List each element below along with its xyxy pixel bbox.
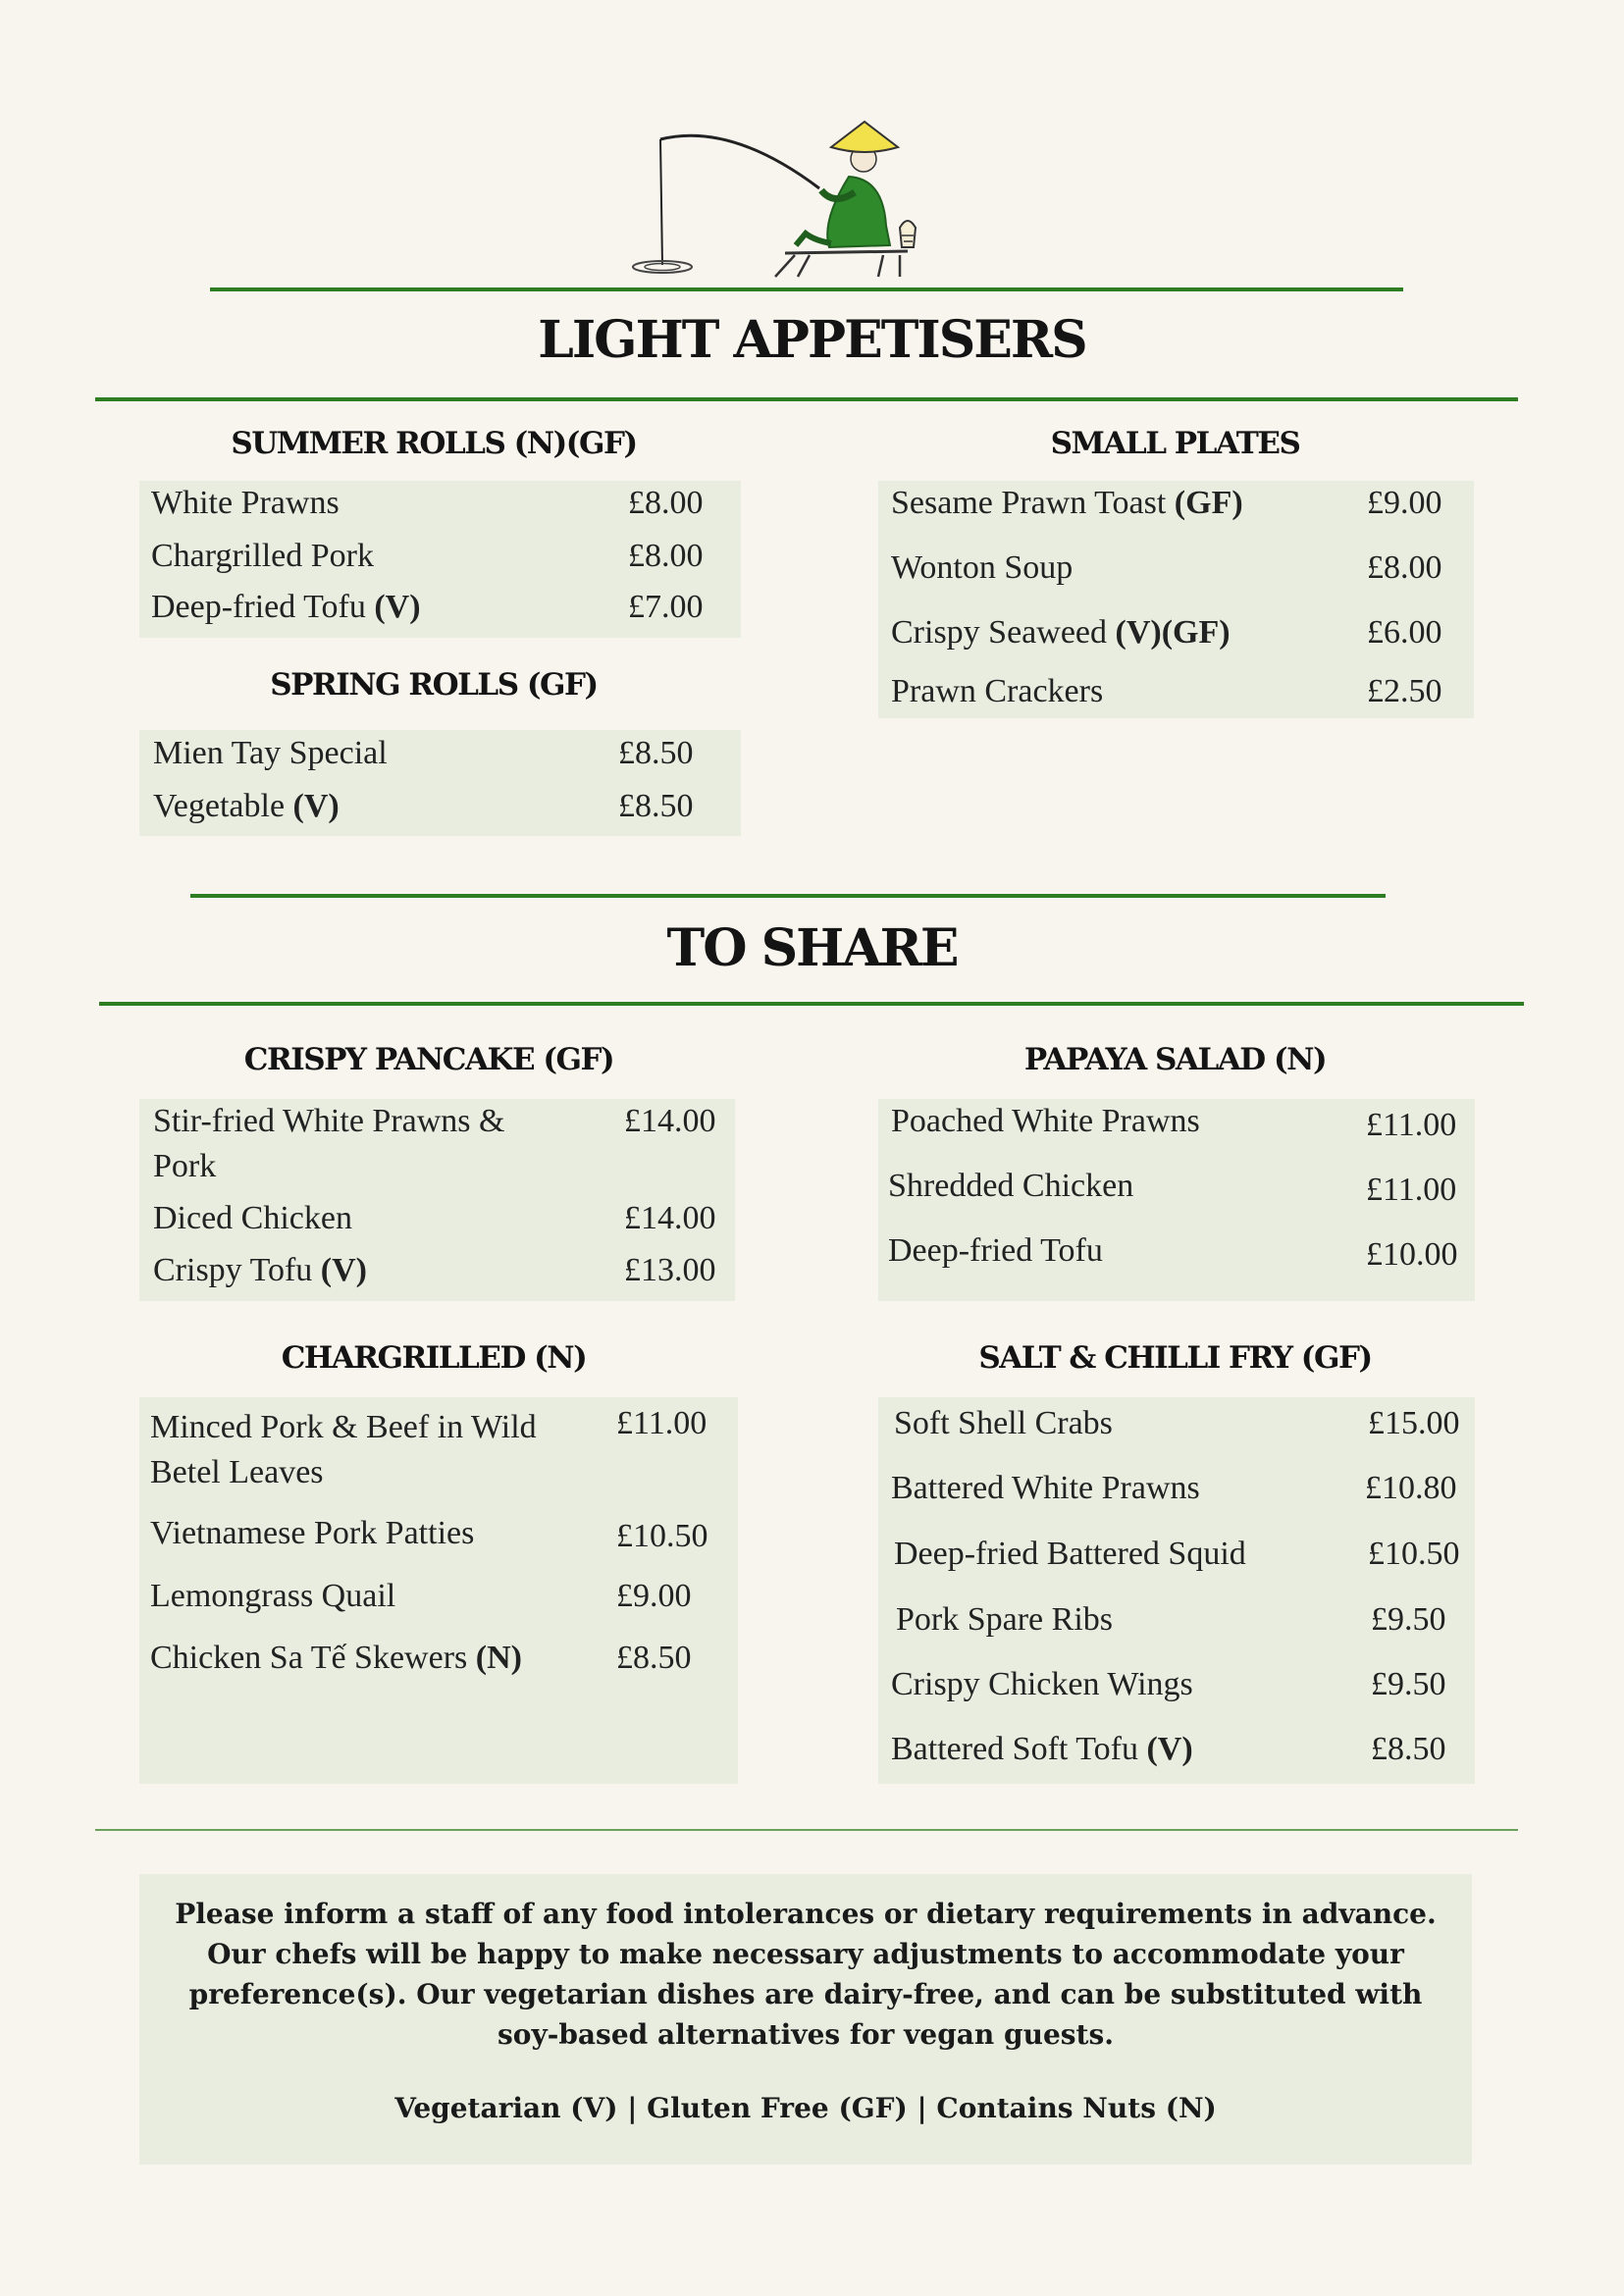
item-price: £7.00	[628, 589, 704, 625]
section-title-light-appetisers: LIGHT APPETISERS	[538, 310, 1086, 370]
item-price: £9.00	[1367, 485, 1442, 521]
menu-list-crispy-pancake	[139, 1099, 735, 1301]
category-title-crispy-pancake: CRISPY PANCAKE (GF)	[243, 1042, 614, 1077]
item-name: Vegetable	[153, 788, 293, 824]
menu-list-small-plates	[878, 481, 1474, 718]
item-name: Prawn Crackers	[891, 673, 1104, 709]
item-name: Poached White Prawns	[891, 1103, 1200, 1139]
dietary-tag: (V)	[320, 1252, 367, 1288]
item-price: £9.50	[1371, 1666, 1446, 1702]
item-name: Deep-fried Tofu	[151, 589, 375, 625]
dietary-tag: (V)	[1146, 1731, 1193, 1767]
section-divider	[95, 397, 1518, 401]
item-name: Pork Spare Ribs	[896, 1601, 1113, 1638]
item-price: £10.80	[1365, 1470, 1457, 1506]
item-name: Lemongrass Quail	[150, 1578, 396, 1614]
item-price: £11.00	[1366, 1107, 1457, 1143]
category-title-salt-chilli-fry: SALT & CHILLI FRY (GF)	[978, 1340, 1372, 1376]
dietary-legend: Vegetarian (V) | Gluten Free (GF) | Contains Nuts (N)	[394, 2092, 1217, 2124]
item-price: £10.00	[1366, 1236, 1458, 1273]
category-title-papaya-salad: PAPAYA SALAD (N)	[1023, 1042, 1327, 1077]
dietary-notice	[139, 1874, 1472, 2165]
menu-list-spring-rolls	[139, 730, 741, 836]
menu-list-papaya-salad	[878, 1099, 1475, 1301]
item-name: Crispy Tofu	[153, 1252, 321, 1288]
top-divider	[210, 287, 1403, 291]
item-name: Mien Tay Special	[153, 735, 388, 771]
item-price: £13.00	[624, 1252, 716, 1288]
section-divider	[99, 1002, 1524, 1006]
top-divider	[190, 894, 1386, 898]
item-name: Deep-fried Tofu	[888, 1232, 1103, 1269]
item-name: Minced Pork & Beef in Wild Betel Leaves	[150, 1409, 537, 1490]
item-price: £8.50	[618, 788, 694, 824]
item-price: £9.50	[1371, 1601, 1446, 1638]
item-price: £6.00	[1367, 614, 1442, 651]
dietary-notice-text: Please inform a staff of any food intolerances or dietary requirements in advance. Our chefs will be happy to make necessary adjustments to accommodate your preference(s). Our vegetarian dishes are dairy-free, and can be substituted with soy-based alternatives for vegan guests.	[175, 1898, 1437, 2051]
item-name: White Prawns	[151, 485, 340, 521]
item-price: £10.50	[1368, 1536, 1460, 1572]
item-price: £8.00	[628, 538, 704, 574]
item-name: Diced Chicken	[153, 1200, 352, 1236]
category-title-small-plates: SMALL PLATES	[1050, 426, 1300, 461]
item-name: Chicken Sa Tế Skewers	[150, 1640, 476, 1676]
item-price: £2.50	[1367, 673, 1442, 709]
item-name: Chargrilled Pork	[151, 538, 374, 574]
item-price: £9.00	[616, 1578, 692, 1614]
item-price: £8.00	[1367, 549, 1442, 586]
item-price: £11.00	[1366, 1172, 1457, 1208]
menu-list-salt-chilli-fry	[878, 1397, 1475, 1784]
category-title-spring-rolls: SPRING ROLLS (GF)	[270, 667, 598, 703]
menu-list-chargrilled	[139, 1397, 738, 1784]
item-name: Wonton Soup	[891, 549, 1074, 586]
item-price: £10.50	[616, 1518, 708, 1554]
fisherman-icon	[613, 118, 927, 285]
dietary-tag: (V)	[292, 788, 340, 824]
dietary-tag: (GF)	[1174, 485, 1243, 521]
footer-divider	[95, 1829, 1518, 1831]
item-price: £8.50	[618, 735, 694, 771]
dietary-tag: (N)	[475, 1640, 522, 1676]
section-title-to-share: TO SHARE	[666, 918, 958, 978]
item-price: £11.00	[616, 1405, 707, 1441]
item-name: Battered White Prawns	[891, 1470, 1200, 1506]
item-price: £8.50	[1371, 1731, 1446, 1767]
item-name: Vietnamese Pork Patties	[150, 1515, 475, 1551]
item-name: Crispy Seaweed	[891, 614, 1116, 651]
item-name: Deep-fried Battered Squid	[894, 1536, 1246, 1572]
item-name: Soft Shell Crabs	[894, 1405, 1113, 1441]
item-name: Sesame Prawn Toast	[891, 485, 1175, 521]
item-name: Shredded Chicken	[888, 1168, 1134, 1204]
menu-list-summer-rolls	[139, 481, 741, 638]
item-price: £14.00	[624, 1103, 716, 1139]
item-name: Crispy Chicken Wings	[891, 1666, 1193, 1702]
item-price: £14.00	[624, 1200, 716, 1236]
category-title-summer-rolls: SUMMER ROLLS (N)(GF)	[231, 426, 637, 461]
dietary-tag: (V)(GF)	[1115, 614, 1231, 651]
item-name: Battered Soft Tofu	[891, 1731, 1147, 1767]
item-price: £8.00	[628, 485, 704, 521]
item-price: £15.00	[1368, 1405, 1460, 1441]
dietary-tag: (V)	[374, 589, 421, 625]
category-title-chargrilled: CHARGRILLED (N)	[281, 1340, 587, 1376]
item-price: £8.50	[616, 1640, 692, 1676]
item-name: Stir-fried White Prawns & Pork	[153, 1103, 505, 1184]
